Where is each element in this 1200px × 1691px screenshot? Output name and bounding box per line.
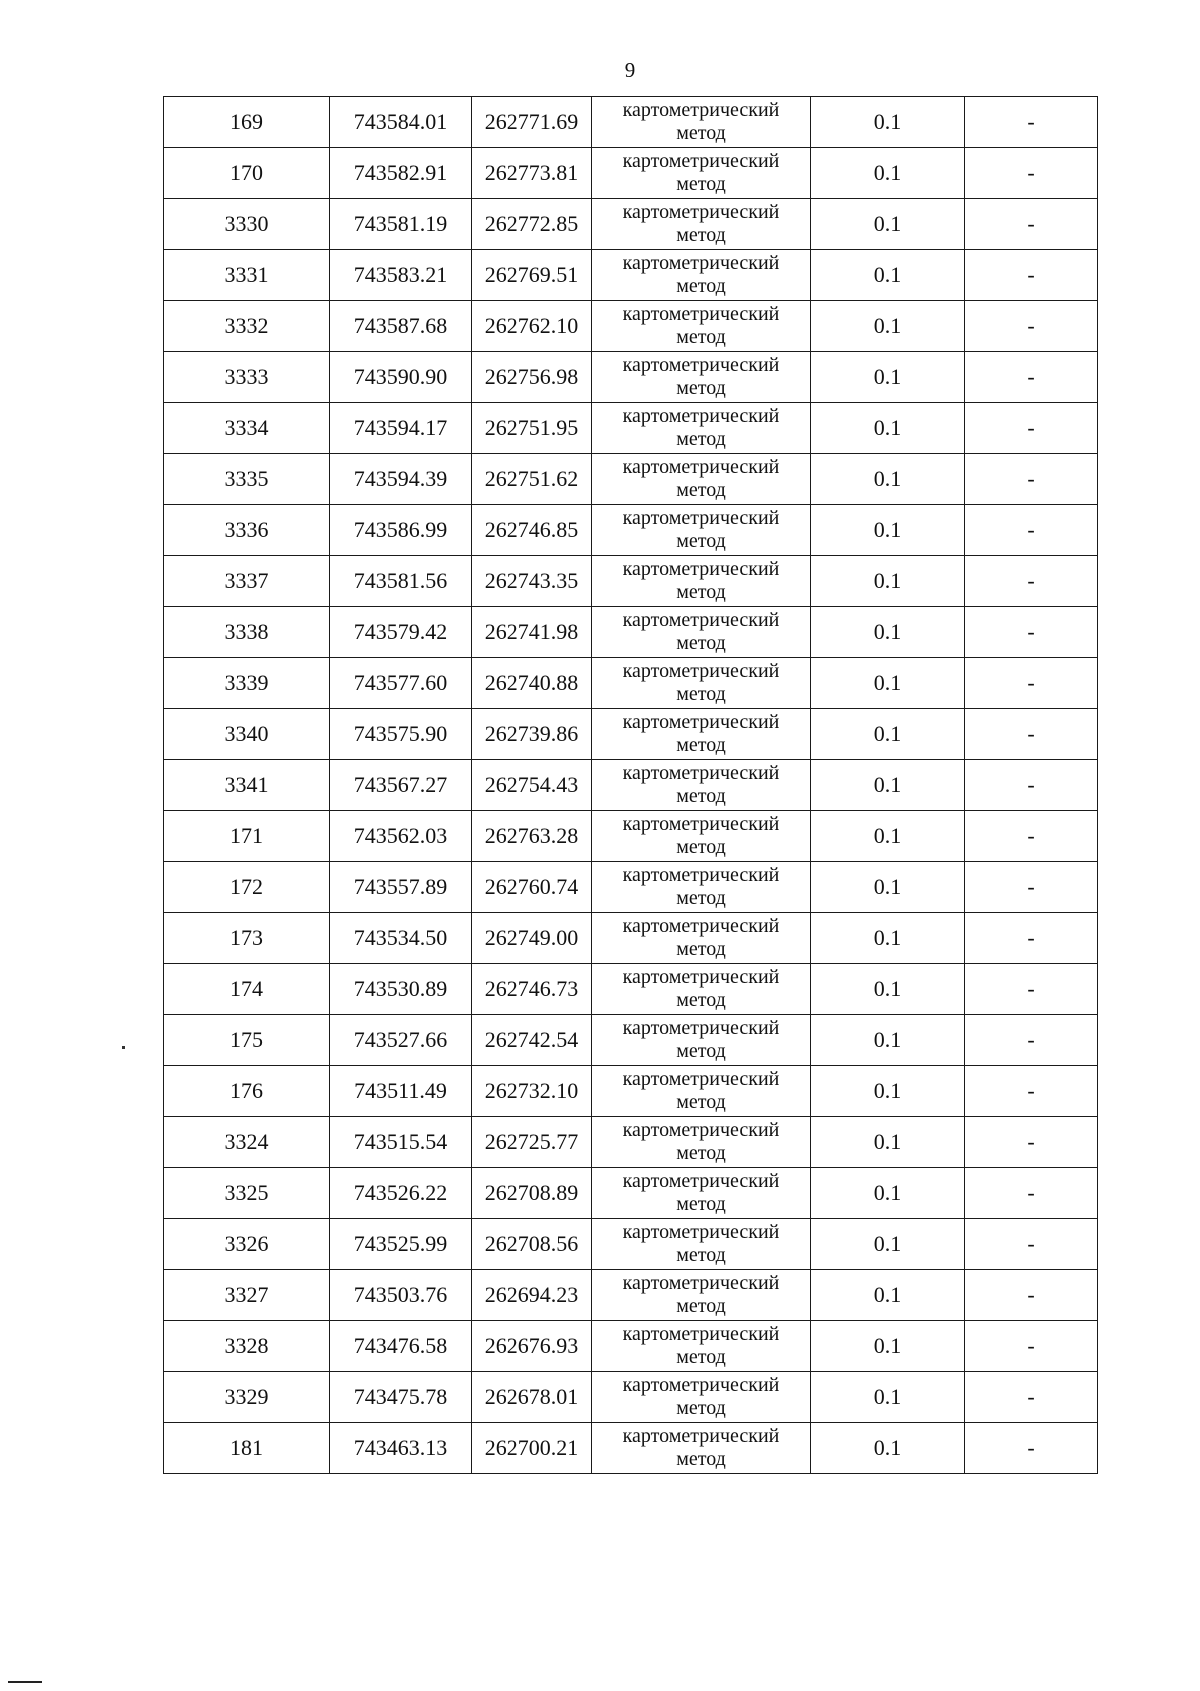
x-coordinate-cell: 743476.58 <box>330 1321 472 1372</box>
description-cell: - <box>965 352 1098 403</box>
method-line-1: картометрический <box>622 966 780 988</box>
accuracy-cell: 0.1 <box>811 862 965 913</box>
method-cell <box>592 1015 811 1066</box>
y-coordinate-cell: 262676.93 <box>472 1321 592 1372</box>
method-cell <box>592 403 811 454</box>
accuracy-cell: 0.1 <box>811 301 965 352</box>
point-number-cell: 3336 <box>164 505 330 556</box>
point-number-cell: 169 <box>164 97 330 148</box>
method-line-1: картометрический <box>622 99 780 121</box>
description-cell: - <box>965 1219 1098 1270</box>
method-line-1: картометрический <box>622 150 780 172</box>
x-coordinate-cell: 743575.90 <box>330 709 472 760</box>
x-coordinate-cell: 743511.49 <box>330 1066 472 1117</box>
x-coordinate-cell: 743526.22 <box>330 1168 472 1219</box>
accuracy-cell: 0.1 <box>811 1372 965 1423</box>
accuracy-cell: 0.1 <box>811 454 965 505</box>
y-coordinate-cell: 262771.69 <box>472 97 592 148</box>
method-cell <box>592 658 811 709</box>
description-cell: - <box>965 1117 1098 1168</box>
method-line-2: метод <box>676 581 726 603</box>
table-row <box>164 1423 1098 1474</box>
accuracy-cell: 0.1 <box>811 709 965 760</box>
description-cell: - <box>965 913 1098 964</box>
method-line-1: картометрический <box>622 1272 780 1294</box>
description-cell: - <box>965 505 1098 556</box>
method-line-2: метод <box>676 173 726 195</box>
point-number-cell: 3339 <box>164 658 330 709</box>
x-coordinate-cell: 743583.21 <box>330 250 472 301</box>
method-line-1: картометрический <box>622 405 780 427</box>
x-coordinate-cell: 743567.27 <box>330 760 472 811</box>
description-cell: - <box>965 403 1098 454</box>
method-line-1: картометрический <box>622 1221 780 1243</box>
method-line-2: метод <box>676 122 726 144</box>
method-line-2: метод <box>676 683 726 705</box>
x-coordinate-cell: 743584.01 <box>330 97 472 148</box>
point-number-cell: 171 <box>164 811 330 862</box>
point-number-cell: 3335 <box>164 454 330 505</box>
accuracy-cell: 0.1 <box>811 403 965 454</box>
method-line-2: метод <box>676 785 726 807</box>
method-cell <box>592 760 811 811</box>
x-coordinate-cell: 743515.54 <box>330 1117 472 1168</box>
method-line-1: картометрический <box>622 1425 780 1447</box>
y-coordinate-cell: 262741.98 <box>472 607 592 658</box>
point-number-cell: 3324 <box>164 1117 330 1168</box>
method-line-1: картометрический <box>622 252 780 274</box>
description-cell: - <box>965 964 1098 1015</box>
description-cell: - <box>965 811 1098 862</box>
y-coordinate-cell: 262678.01 <box>472 1372 592 1423</box>
y-coordinate-cell: 262751.62 <box>472 454 592 505</box>
method-cell <box>592 1066 811 1117</box>
description-cell: - <box>965 862 1098 913</box>
method-line-1: картометрический <box>622 762 780 784</box>
method-line-2: метод <box>676 887 726 909</box>
point-number-cell: 3338 <box>164 607 330 658</box>
method-cell <box>592 607 811 658</box>
x-coordinate-cell: 743534.50 <box>330 913 472 964</box>
description-cell: - <box>965 1015 1098 1066</box>
y-coordinate-cell: 262732.10 <box>472 1066 592 1117</box>
y-coordinate-cell: 262739.86 <box>472 709 592 760</box>
table-row <box>164 964 1098 1015</box>
table-row <box>164 1015 1098 1066</box>
accuracy-cell: 0.1 <box>811 505 965 556</box>
x-coordinate-cell: 743503.76 <box>330 1270 472 1321</box>
y-coordinate-cell: 262762.10 <box>472 301 592 352</box>
method-line-1: картометрический <box>622 303 780 325</box>
table-row <box>164 1117 1098 1168</box>
description-cell: - <box>965 607 1098 658</box>
description-cell: - <box>965 250 1098 301</box>
table-row <box>164 709 1098 760</box>
method-line-2: метод <box>676 989 726 1011</box>
stray-dot-mark <box>122 1046 125 1049</box>
method-cell <box>592 1219 811 1270</box>
method-cell <box>592 505 811 556</box>
method-cell <box>592 1168 811 1219</box>
method-line-2: метод <box>676 479 726 501</box>
point-number-cell: 181 <box>164 1423 330 1474</box>
method-line-1: картометрический <box>622 609 780 631</box>
y-coordinate-cell: 262700.21 <box>472 1423 592 1474</box>
method-cell <box>592 301 811 352</box>
method-line-1: картометрический <box>622 915 780 937</box>
method-line-1: картометрический <box>622 1068 780 1090</box>
description-cell: - <box>965 301 1098 352</box>
point-number-cell: 3333 <box>164 352 330 403</box>
method-line-2: метод <box>676 1295 726 1317</box>
method-cell <box>592 352 811 403</box>
method-line-1: картометрический <box>622 1119 780 1141</box>
method-cell <box>592 1372 811 1423</box>
method-cell <box>592 556 811 607</box>
accuracy-cell: 0.1 <box>811 1117 965 1168</box>
description-cell: - <box>965 658 1098 709</box>
x-coordinate-cell: 743586.99 <box>330 505 472 556</box>
method-cell <box>592 913 811 964</box>
description-cell: - <box>965 1066 1098 1117</box>
coordinates-table <box>163 96 1098 1474</box>
accuracy-cell: 0.1 <box>811 556 965 607</box>
method-line-1: картометрический <box>622 354 780 376</box>
table-row <box>164 1066 1098 1117</box>
table-row <box>164 913 1098 964</box>
method-line-1: картометрический <box>622 558 780 580</box>
method-line-1: картометрический <box>622 1323 780 1345</box>
table-row <box>164 403 1098 454</box>
description-cell: - <box>965 760 1098 811</box>
method-line-2: метод <box>676 1346 726 1368</box>
y-coordinate-cell: 262740.88 <box>472 658 592 709</box>
table-row <box>164 1372 1098 1423</box>
point-number-cell: 173 <box>164 913 330 964</box>
method-line-2: метод <box>676 1142 726 1164</box>
accuracy-cell: 0.1 <box>811 658 965 709</box>
point-number-cell: 170 <box>164 148 330 199</box>
x-coordinate-cell: 743557.89 <box>330 862 472 913</box>
method-cell <box>592 964 811 1015</box>
table-row <box>164 862 1098 913</box>
accuracy-cell: 0.1 <box>811 811 965 862</box>
accuracy-cell: 0.1 <box>811 199 965 250</box>
description-cell: - <box>965 148 1098 199</box>
description-cell: - <box>965 97 1098 148</box>
description-cell: - <box>965 1270 1098 1321</box>
y-coordinate-cell: 262746.73 <box>472 964 592 1015</box>
y-coordinate-cell: 262743.35 <box>472 556 592 607</box>
table-row <box>164 505 1098 556</box>
y-coordinate-cell: 262742.54 <box>472 1015 592 1066</box>
x-coordinate-cell: 743562.03 <box>330 811 472 862</box>
method-line-1: картометрический <box>622 813 780 835</box>
point-number-cell: 3331 <box>164 250 330 301</box>
point-number-cell: 3327 <box>164 1270 330 1321</box>
method-line-2: метод <box>676 275 726 297</box>
accuracy-cell: 0.1 <box>811 1219 965 1270</box>
x-coordinate-cell: 743587.68 <box>330 301 472 352</box>
table-row <box>164 148 1098 199</box>
accuracy-cell: 0.1 <box>811 1321 965 1372</box>
method-line-1: картометрический <box>622 201 780 223</box>
y-coordinate-cell: 262769.51 <box>472 250 592 301</box>
description-cell: - <box>965 1423 1098 1474</box>
x-coordinate-cell: 743582.91 <box>330 148 472 199</box>
method-line-2: метод <box>676 938 726 960</box>
y-coordinate-cell: 262772.85 <box>472 199 592 250</box>
table-row <box>164 1168 1098 1219</box>
x-coordinate-cell: 743594.17 <box>330 403 472 454</box>
method-cell <box>592 1321 811 1372</box>
accuracy-cell: 0.1 <box>811 97 965 148</box>
x-coordinate-cell: 743475.78 <box>330 1372 472 1423</box>
table-row <box>164 607 1098 658</box>
accuracy-cell: 0.1 <box>811 760 965 811</box>
point-number-cell: 3334 <box>164 403 330 454</box>
method-line-2: метод <box>676 1040 726 1062</box>
table-row <box>164 454 1098 505</box>
method-line-1: картометрический <box>622 1374 780 1396</box>
accuracy-cell: 0.1 <box>811 148 965 199</box>
corner-line-mark <box>8 1681 42 1683</box>
method-cell <box>592 148 811 199</box>
method-line-2: метод <box>676 1448 726 1470</box>
y-coordinate-cell: 262751.95 <box>472 403 592 454</box>
table-row <box>164 658 1098 709</box>
y-coordinate-cell: 262754.43 <box>472 760 592 811</box>
method-line-2: метод <box>676 1397 726 1419</box>
point-number-cell: 3330 <box>164 199 330 250</box>
x-coordinate-cell: 743527.66 <box>330 1015 472 1066</box>
x-coordinate-cell: 743530.89 <box>330 964 472 1015</box>
method-cell <box>592 1117 811 1168</box>
accuracy-cell: 0.1 <box>811 607 965 658</box>
y-coordinate-cell: 262773.81 <box>472 148 592 199</box>
description-cell: - <box>965 709 1098 760</box>
method-cell <box>592 1423 811 1474</box>
description-cell: - <box>965 1168 1098 1219</box>
table-row <box>164 352 1098 403</box>
y-coordinate-cell: 262725.77 <box>472 1117 592 1168</box>
method-cell <box>592 199 811 250</box>
method-line-2: метод <box>676 428 726 450</box>
table-row <box>164 811 1098 862</box>
method-cell <box>592 97 811 148</box>
table-row <box>164 1270 1098 1321</box>
table-row <box>164 97 1098 148</box>
coordinates-table-body <box>164 97 1098 1474</box>
accuracy-cell: 0.1 <box>811 1066 965 1117</box>
y-coordinate-cell: 262760.74 <box>472 862 592 913</box>
x-coordinate-cell: 743590.90 <box>330 352 472 403</box>
point-number-cell: 176 <box>164 1066 330 1117</box>
point-number-cell: 3340 <box>164 709 330 760</box>
method-line-2: метод <box>676 836 726 858</box>
table-row <box>164 1219 1098 1270</box>
x-coordinate-cell: 743579.42 <box>330 607 472 658</box>
method-line-2: метод <box>676 632 726 654</box>
method-line-2: метод <box>676 224 726 246</box>
method-line-1: картометрический <box>622 864 780 886</box>
y-coordinate-cell: 262749.00 <box>472 913 592 964</box>
x-coordinate-cell: 743525.99 <box>330 1219 472 1270</box>
point-number-cell: 3325 <box>164 1168 330 1219</box>
method-line-2: метод <box>676 530 726 552</box>
description-cell: - <box>965 1321 1098 1372</box>
y-coordinate-cell: 262708.56 <box>472 1219 592 1270</box>
point-number-cell: 175 <box>164 1015 330 1066</box>
method-line-1: картометрический <box>622 711 780 733</box>
x-coordinate-cell: 743463.13 <box>330 1423 472 1474</box>
method-cell <box>592 862 811 913</box>
description-cell: - <box>965 556 1098 607</box>
accuracy-cell: 0.1 <box>811 352 965 403</box>
method-cell <box>592 250 811 301</box>
x-coordinate-cell: 743594.39 <box>330 454 472 505</box>
accuracy-cell: 0.1 <box>811 1423 965 1474</box>
point-number-cell: 3337 <box>164 556 330 607</box>
x-coordinate-cell: 743581.56 <box>330 556 472 607</box>
accuracy-cell: 0.1 <box>811 1168 965 1219</box>
method-cell <box>592 1270 811 1321</box>
method-line-2: метод <box>676 377 726 399</box>
accuracy-cell: 0.1 <box>811 250 965 301</box>
accuracy-cell: 0.1 <box>811 964 965 1015</box>
y-coordinate-cell: 262708.89 <box>472 1168 592 1219</box>
method-line-1: картометрический <box>622 1170 780 1192</box>
y-coordinate-cell: 262694.23 <box>472 1270 592 1321</box>
table-row <box>164 250 1098 301</box>
table-row <box>164 760 1098 811</box>
point-number-cell: 3341 <box>164 760 330 811</box>
method-line-1: картометрический <box>622 1017 780 1039</box>
method-line-1: картометрический <box>622 507 780 529</box>
point-number-cell: 3326 <box>164 1219 330 1270</box>
y-coordinate-cell: 262746.85 <box>472 505 592 556</box>
accuracy-cell: 0.1 <box>811 1270 965 1321</box>
y-coordinate-cell: 262756.98 <box>472 352 592 403</box>
y-coordinate-cell: 262763.28 <box>472 811 592 862</box>
table-row <box>164 301 1098 352</box>
method-line-2: метод <box>676 734 726 756</box>
table-row <box>164 556 1098 607</box>
method-line-2: метод <box>676 326 726 348</box>
x-coordinate-cell: 743581.19 <box>330 199 472 250</box>
point-number-cell: 3332 <box>164 301 330 352</box>
point-number-cell: 174 <box>164 964 330 1015</box>
description-cell: - <box>965 1372 1098 1423</box>
page-number: 9 <box>624 58 636 82</box>
accuracy-cell: 0.1 <box>811 1015 965 1066</box>
method-cell <box>592 811 811 862</box>
method-line-2: метод <box>676 1193 726 1215</box>
accuracy-cell: 0.1 <box>811 913 965 964</box>
table-row <box>164 1321 1098 1372</box>
method-line-2: метод <box>676 1244 726 1266</box>
method-cell <box>592 709 811 760</box>
method-line-1: картометрический <box>622 660 780 682</box>
point-number-cell: 3328 <box>164 1321 330 1372</box>
method-line-2: метод <box>676 1091 726 1113</box>
point-number-cell: 172 <box>164 862 330 913</box>
description-cell: - <box>965 454 1098 505</box>
method-cell <box>592 454 811 505</box>
point-number-cell: 3329 <box>164 1372 330 1423</box>
description-cell: - <box>965 199 1098 250</box>
method-line-1: картометрический <box>622 456 780 478</box>
x-coordinate-cell: 743577.60 <box>330 658 472 709</box>
table-row <box>164 199 1098 250</box>
